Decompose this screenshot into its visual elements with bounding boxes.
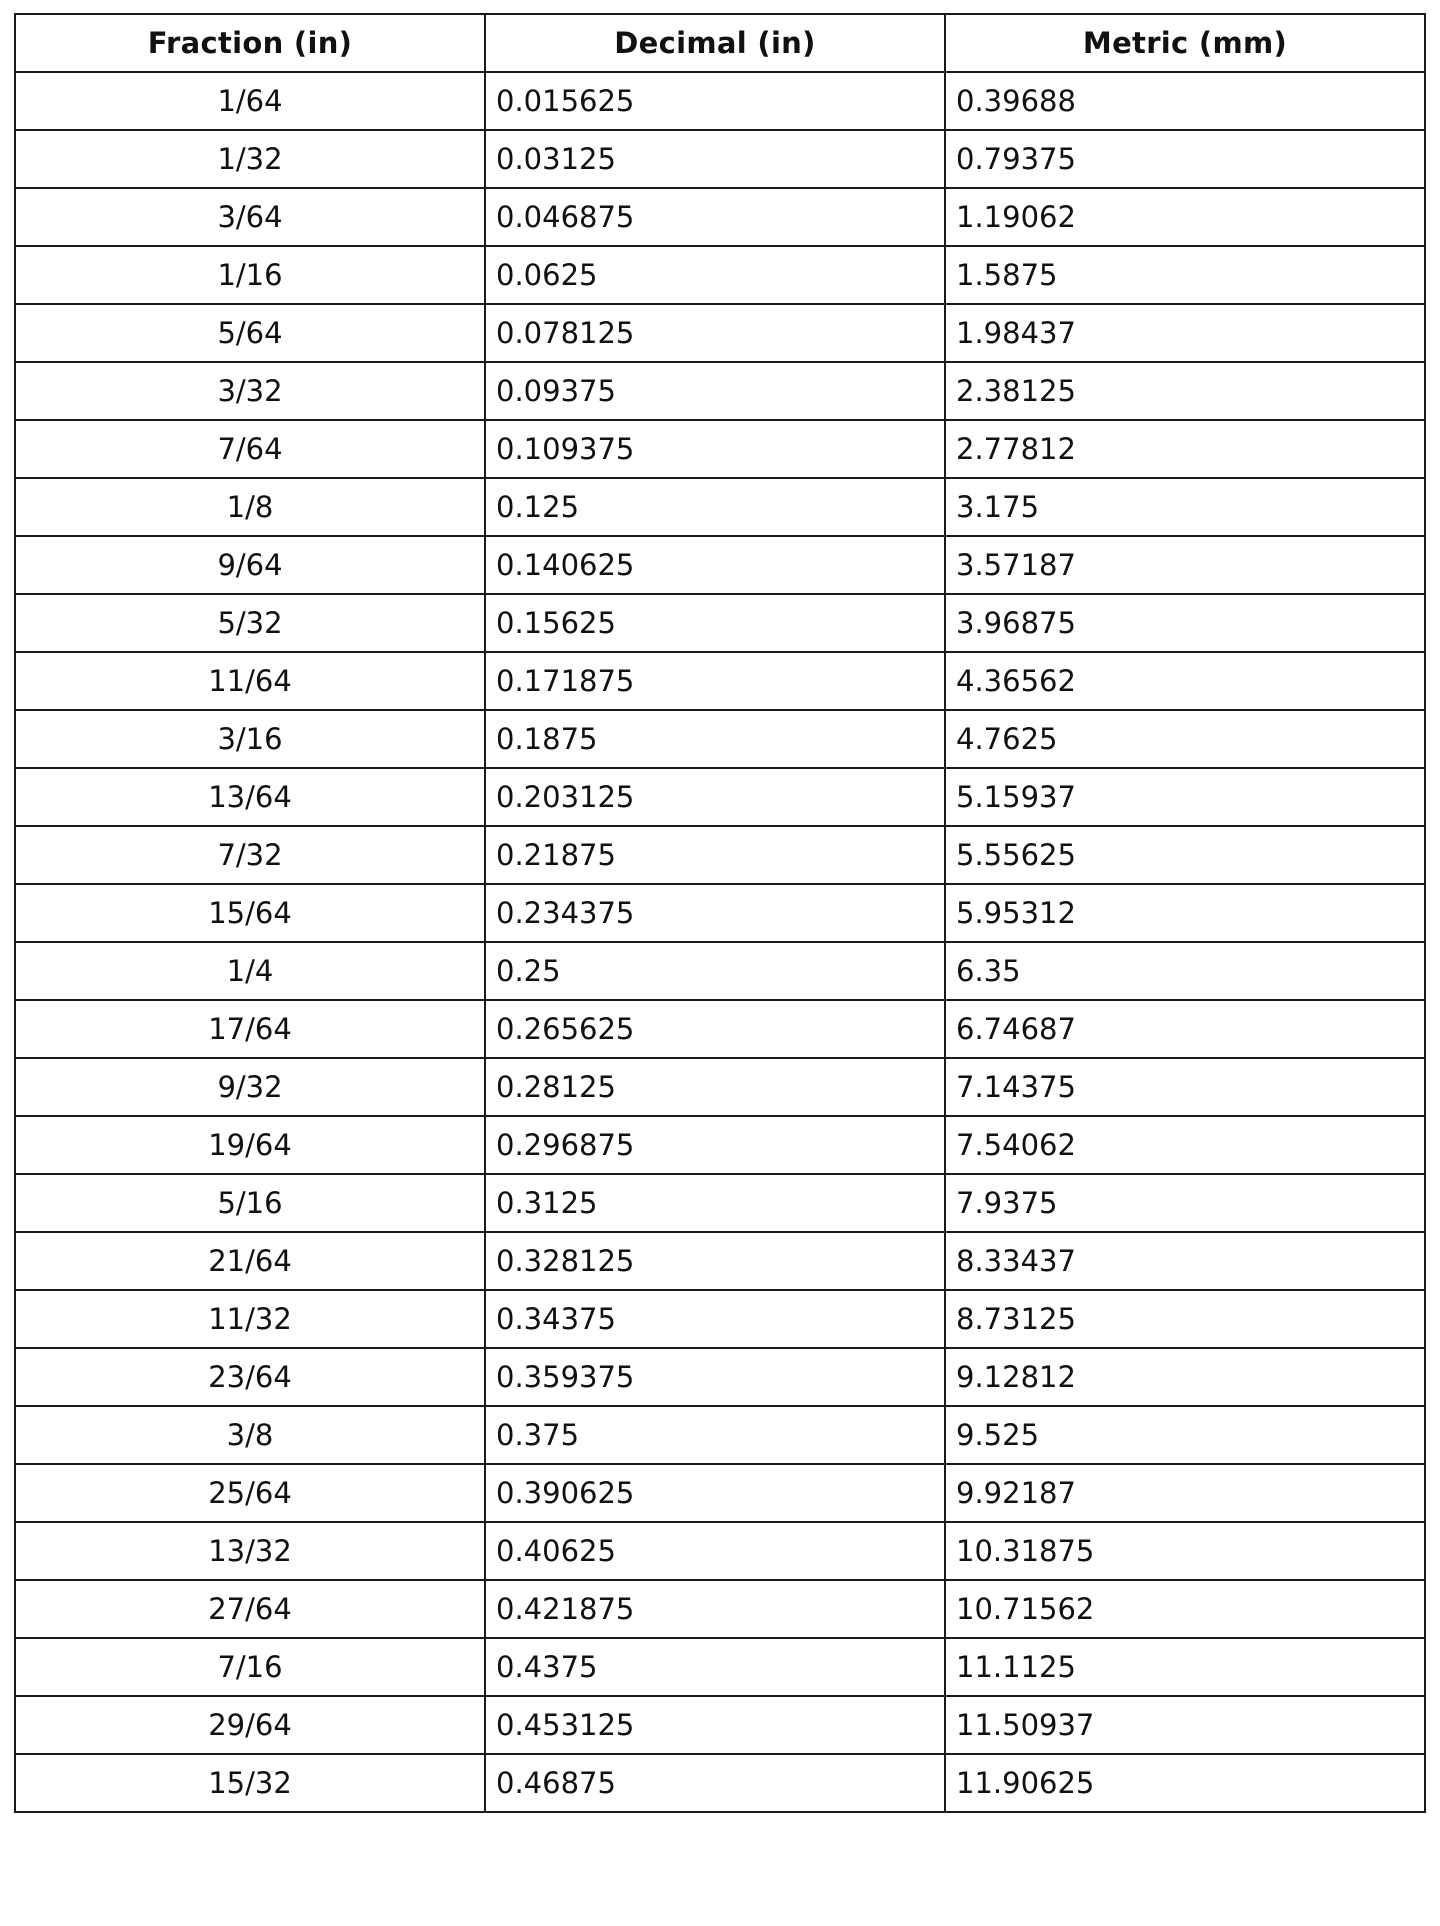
fraction-cell: 17/64 [15,1000,485,1058]
metric-cell: 4.36562 [945,652,1425,710]
metric-cell: 10.31875 [945,1522,1425,1580]
fraction-cell: 25/64 [15,1464,485,1522]
fraction-cell: 1/4 [15,942,485,1000]
metric-cell: 6.35 [945,942,1425,1000]
decimal-cell: 0.015625 [485,72,945,130]
metric-cell: 3.175 [945,478,1425,536]
decimal-cell: 0.375 [485,1406,945,1464]
metric-cell: 5.95312 [945,884,1425,942]
metric-cell: 3.57187 [945,536,1425,594]
fraction-cell: 9/32 [15,1058,485,1116]
decimal-cell: 0.4375 [485,1638,945,1696]
fraction-cell: 1/16 [15,246,485,304]
metric-cell: 0.39688 [945,72,1425,130]
decimal-cell: 0.40625 [485,1522,945,1580]
metric-cell: 10.71562 [945,1580,1425,1638]
decimal-cell: 0.46875 [485,1754,945,1812]
fraction-cell: 5/64 [15,304,485,362]
metric-cell: 1.19062 [945,188,1425,246]
metric-cell: 5.15937 [945,768,1425,826]
decimal-cell: 0.09375 [485,362,945,420]
metric-cell: 1.5875 [945,246,1425,304]
decimal-cell: 0.203125 [485,768,945,826]
header-row [15,14,1425,72]
decimal-cell: 0.078125 [485,304,945,362]
fraction-cell: 15/32 [15,1754,485,1812]
fraction-cell: 3/64 [15,188,485,246]
table-row [15,1232,1425,1290]
decimal-cell: 0.171875 [485,652,945,710]
fraction-cell: 5/32 [15,594,485,652]
decimal-cell: 0.234375 [485,884,945,942]
metric-cell: 2.77812 [945,420,1425,478]
table-row [15,1000,1425,1058]
fraction-cell: 11/32 [15,1290,485,1348]
fraction-cell: 27/64 [15,1580,485,1638]
decimal-cell: 0.359375 [485,1348,945,1406]
decimal-cell: 0.453125 [485,1696,945,1754]
table-row [15,362,1425,420]
table-row [15,652,1425,710]
metric-cell: 9.92187 [945,1464,1425,1522]
decimal-cell: 0.03125 [485,130,945,188]
metric-cell: 5.55625 [945,826,1425,884]
decimal-cell: 0.28125 [485,1058,945,1116]
table-row [15,304,1425,362]
fraction-cell: 1/32 [15,130,485,188]
table-row [15,188,1425,246]
metric-cell: 0.79375 [945,130,1425,188]
fraction-cell: 29/64 [15,1696,485,1754]
table-row [15,1696,1425,1754]
header-decimal: Decimal (in) [485,14,945,72]
table-row [15,1638,1425,1696]
decimal-cell: 0.21875 [485,826,945,884]
decimal-cell: 0.15625 [485,594,945,652]
fraction-cell: 3/8 [15,1406,485,1464]
metric-cell: 4.7625 [945,710,1425,768]
decimal-cell: 0.046875 [485,188,945,246]
metric-cell: 7.14375 [945,1058,1425,1116]
fraction-cell: 1/8 [15,478,485,536]
metric-cell: 11.50937 [945,1696,1425,1754]
fraction-cell: 19/64 [15,1116,485,1174]
decimal-cell: 0.390625 [485,1464,945,1522]
metric-cell: 7.9375 [945,1174,1425,1232]
table-row [15,1580,1425,1638]
metric-cell: 7.54062 [945,1116,1425,1174]
table-row [15,1116,1425,1174]
table-row [15,826,1425,884]
table-row [15,942,1425,1000]
conversion-table [14,13,1426,1813]
fraction-cell: 23/64 [15,1348,485,1406]
table-row [15,1754,1425,1812]
fraction-cell: 3/32 [15,362,485,420]
fraction-cell: 15/64 [15,884,485,942]
table-row [15,1464,1425,1522]
fraction-cell: 7/16 [15,1638,485,1696]
fraction-cell: 7/32 [15,826,485,884]
table-row [15,1058,1425,1116]
metric-cell: 11.90625 [945,1754,1425,1812]
decimal-cell: 0.0625 [485,246,945,304]
table-row [15,1522,1425,1580]
fraction-cell: 9/64 [15,536,485,594]
metric-cell: 3.96875 [945,594,1425,652]
fraction-cell: 13/64 [15,768,485,826]
fraction-cell: 21/64 [15,1232,485,1290]
decimal-cell: 0.140625 [485,536,945,594]
metric-cell: 6.74687 [945,1000,1425,1058]
decimal-cell: 0.421875 [485,1580,945,1638]
table-row [15,420,1425,478]
decimal-cell: 0.265625 [485,1000,945,1058]
table-row [15,246,1425,304]
decimal-cell: 0.125 [485,478,945,536]
decimal-cell: 0.328125 [485,1232,945,1290]
metric-cell: 11.1125 [945,1638,1425,1696]
fraction-cell: 5/16 [15,1174,485,1232]
fraction-cell: 7/64 [15,420,485,478]
table-row [15,884,1425,942]
table-row [15,768,1425,826]
table-row [15,478,1425,536]
metric-cell: 9.12812 [945,1348,1425,1406]
metric-cell: 2.38125 [945,362,1425,420]
table-row [15,1406,1425,1464]
decimal-cell: 0.34375 [485,1290,945,1348]
metric-cell: 8.73125 [945,1290,1425,1348]
decimal-cell: 0.1875 [485,710,945,768]
decimal-cell: 0.3125 [485,1174,945,1232]
header-metric: Metric (mm) [945,14,1425,72]
fraction-cell: 1/64 [15,72,485,130]
metric-cell: 1.98437 [945,304,1425,362]
table-row [15,1348,1425,1406]
table-body [15,72,1425,1812]
table-row [15,710,1425,768]
decimal-cell: 0.296875 [485,1116,945,1174]
table-row [15,1290,1425,1348]
table-row [15,72,1425,130]
header-fraction: Fraction (in) [15,14,485,72]
table-row [15,130,1425,188]
metric-cell: 9.525 [945,1406,1425,1464]
table-row [15,536,1425,594]
decimal-cell: 0.109375 [485,420,945,478]
fraction-cell: 3/16 [15,710,485,768]
table-row [15,594,1425,652]
fraction-cell: 11/64 [15,652,485,710]
metric-cell: 8.33437 [945,1232,1425,1290]
table-row [15,1174,1425,1232]
fraction-cell: 13/32 [15,1522,485,1580]
decimal-cell: 0.25 [485,942,945,1000]
